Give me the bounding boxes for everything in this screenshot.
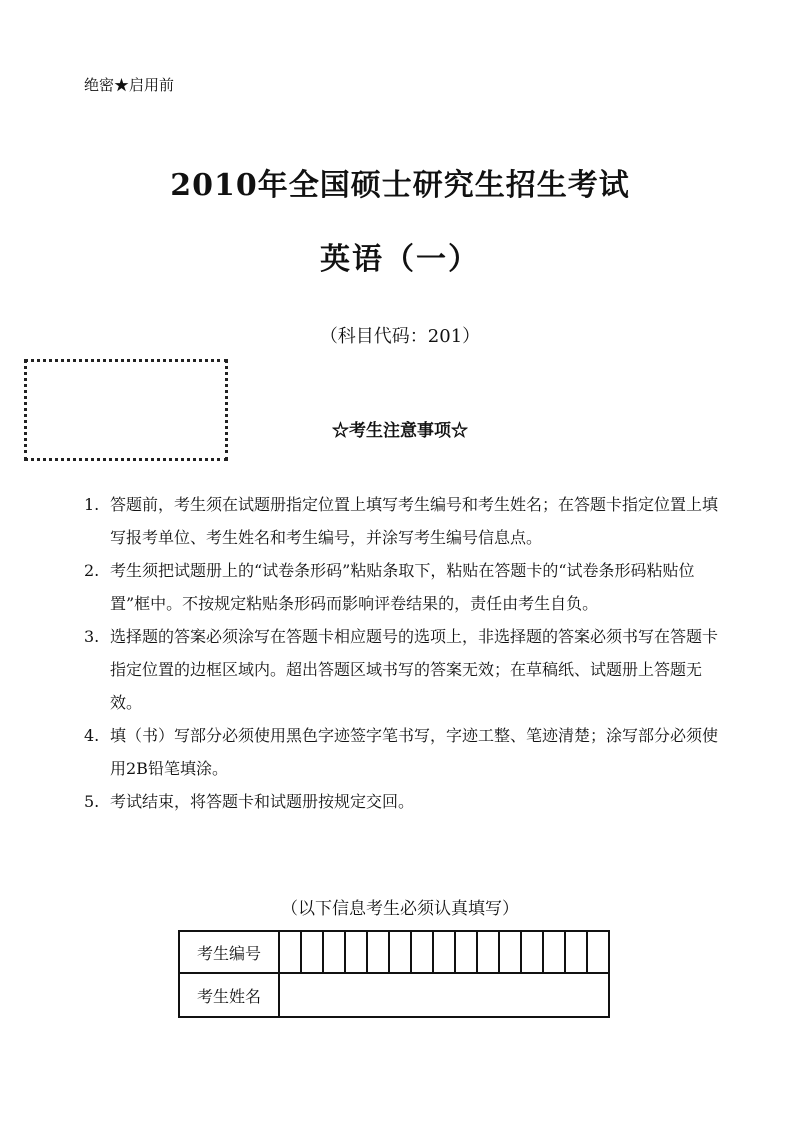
candidate-number-row bbox=[179, 931, 609, 973]
instruction-number: 2. bbox=[84, 561, 100, 580]
exam-subtitle: 英语（一） bbox=[320, 242, 480, 277]
instruction-item bbox=[84, 719, 724, 785]
exam-title: 2010年全国硕士研究生招生考试 bbox=[170, 168, 630, 203]
candidate-number-digit-box[interactable] bbox=[521, 931, 543, 973]
candidate-info-table bbox=[178, 930, 610, 1018]
candidate-number-digit-box[interactable] bbox=[301, 931, 323, 973]
candidate-number-digit-box[interactable] bbox=[433, 931, 455, 973]
instruction-text: 答题前，考生须在试题册指定位置上填写考生编号和考生姓名；在答题卡指定位置上填写报考单位、考生姓名和考生编号，并涂写考生编号信息点。 bbox=[110, 495, 719, 547]
instruction-number: 4. bbox=[84, 726, 100, 745]
candidate-number-digit-box[interactable] bbox=[455, 931, 477, 973]
instruction-item bbox=[84, 620, 724, 719]
instruction-list bbox=[84, 488, 724, 818]
instruction-text: 填（书）写部分必须使用黑色字迹签字笔书写，字迹工整、笔迹清楚；涂写部分必须使用2B铅笔填涂。 bbox=[110, 726, 719, 778]
instruction-item bbox=[84, 554, 724, 620]
barcode-placeholder-box bbox=[24, 359, 228, 461]
candidate-number-digit-box[interactable] bbox=[279, 931, 301, 973]
subject-code: （科目代码：201） bbox=[319, 326, 481, 347]
candidate-name-row bbox=[179, 973, 609, 1017]
candidate-number-digit-box[interactable] bbox=[345, 931, 367, 973]
secrecy-label: 绝密★启用前 bbox=[84, 76, 175, 94]
instruction-text: 选择题的答案必须涂写在答题卡相应题号的选项上，非选择题的答案必须书写在答题卡指定位置的边框区域内。超出答题区域书写的答案无效；在草稿纸、试题册上答题无效。 bbox=[110, 627, 719, 712]
instruction-number: 5. bbox=[84, 792, 100, 811]
candidate-number-digit-box[interactable] bbox=[367, 931, 389, 973]
candidate-number-digit-box[interactable] bbox=[411, 931, 433, 973]
fill-instruction-note: （以下信息考生必须认真填写） bbox=[281, 899, 519, 919]
candidate-number-digit-box[interactable] bbox=[565, 931, 587, 973]
candidate-number-label: 考生编号 bbox=[179, 931, 279, 973]
candidate-number-digit-box[interactable] bbox=[389, 931, 411, 973]
candidate-name-label: 考生姓名 bbox=[179, 973, 279, 1017]
candidate-name-field[interactable] bbox=[279, 973, 609, 1017]
candidate-number-digit-box[interactable] bbox=[477, 931, 499, 973]
instruction-item bbox=[84, 488, 724, 554]
candidate-number-digit-box[interactable] bbox=[323, 931, 345, 973]
candidate-number-digit-box[interactable] bbox=[543, 931, 565, 973]
candidate-number-digit-box[interactable] bbox=[499, 931, 521, 973]
instruction-item bbox=[84, 785, 724, 818]
instruction-number: 1. bbox=[84, 495, 100, 514]
notice-heading: ☆考生注意事项☆ bbox=[332, 421, 468, 441]
candidate-number-digit-box[interactable] bbox=[587, 931, 609, 973]
instruction-number: 3. bbox=[84, 627, 100, 646]
instruction-text: 考试结束，将答题卡和试题册按规定交回。 bbox=[110, 792, 415, 811]
instruction-text: 考生须把试题册上的“试卷条形码”粘贴条取下，粘贴在答题卡的“试卷条形码粘贴位置”框中。不按规定粘贴条形码而影响评卷结果的，责任由考生自负。 bbox=[110, 561, 695, 613]
